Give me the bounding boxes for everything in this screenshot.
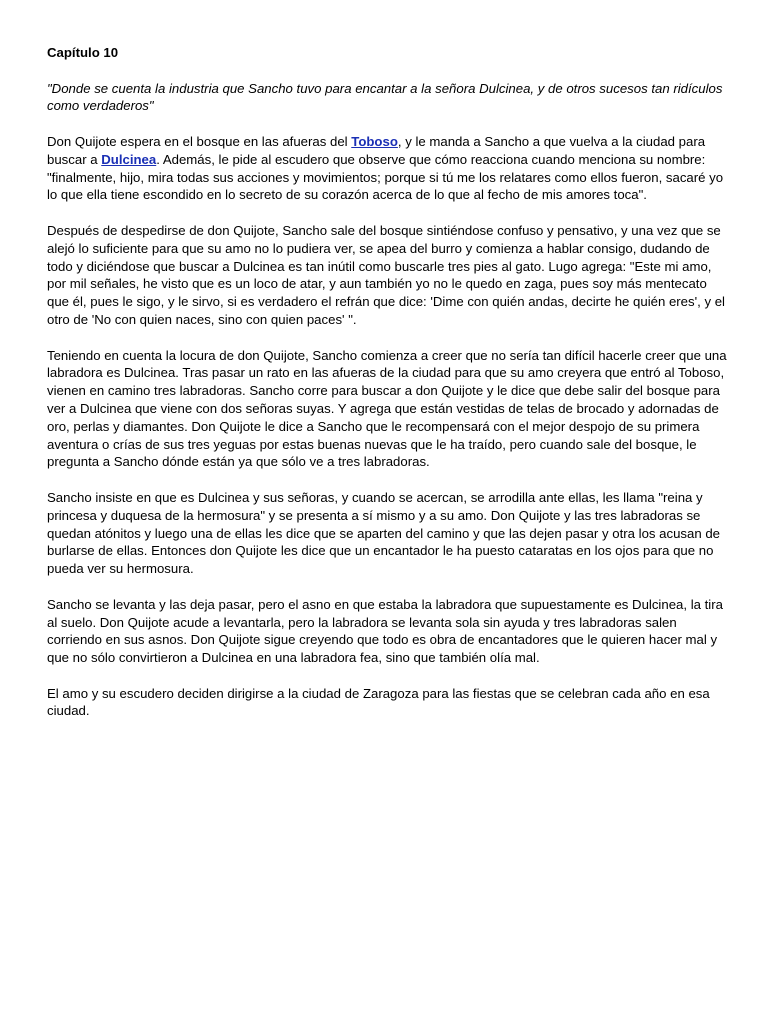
paragraph-4: Sancho insiste en que es Dulcinea y sus señoras, y cuando se acercan, se arrodilla ante ellas, les llama "reina y princesa y duquesa de la hermosura" y se presenta a sí mismo y a su amo. Don Quijote y las tres labradoras se quedan atónitos y luego una de ellas les dice que se aparten del camino y que las dejen pasar y otra los acusan de burlarse de ellas. Entonces don Quijote les dice que un encantador le ha puesto cataratas en los ojos para que no pueda ver su hermosura. [47,489,721,577]
dulcinea-link[interactable]: Dulcinea [101,151,157,167]
paragraph-1-text-c: . Además, le pide al escudero que observe que cómo reacciona cuando menciona su nombre: "finalmente, hijo, mira todas sus acciones y movimientos; porque si tú me los relatares como ellos fueron, sacaré yo lo que ella tiene escondido en lo secreto de su corazón acerca de lo que al fecho de mis amores toca". [47,151,724,203]
paragraph-2: Después de despedirse de don Quijote, Sancho sale del bosque sintiéndose confuso y pensativo, y una vez que se alejó lo suficiente para que su amo no lo pudiera ver, se apea del burro y comienza a hablar consigo, dudando de todo y diciéndose que buscar a Dulcinea es tan inútil como buscarle tres pies al gato. Lugo agrega: "Este mi amo, por mil señales, he visto que es un loco de atar, y aun también yo no le quedo en zaga, pues soy más mentecato que él, pues le sigo, y le sirvo, si es verdadero el refrán que dice: 'Dime con quién andas, decirte he quién eres', y el otro de 'No con quien naces, sino con quien paces' ". [47,222,725,327]
toboso-link[interactable]: Toboso [351,133,398,149]
paragraph-1-text-a: Don Quijote espera en el bosque en las afueras del [47,133,352,149]
paragraph-1 [47,133,728,204]
paragraph-6: El amo y su escudero deciden dirigirse a la ciudad de Zaragoza para las fiestas que se celebran cada año en esa ciudad. [47,685,710,719]
chapter-subtitle: "Donde se cuenta la industria que Sancho tuvo para encantar a la señora Dulcinea, y de otros sucesos tan ridículos como verdaderos" [47,80,723,114]
paragraph-3: Teniendo en cuenta la locura de don Quijote, Sancho comienza a creer que no sería tan difícil hacerle creer que una labradora es Dulcinea. Tras pasar un rato en las afueras de la ciudad para que su amo creyera que entró al Toboso, vienen en camino tres labradoras. Sancho corre para buscar a don Quijote y le dice que debe salir del bosque para ver a Dulcinea que viene con dos señoras suyas. Y agrega que están vestidas de telas de brocado y adornadas de oro, perlas y diamantes. Don Quijote le dice a Sancho que le recompensará con el mejor despojo de su primera aventura o crías de sus tres yeguas por estas buenas nuevas que le ha traído, pero cuando sale del bosque, le pregunta a Sancho dónde están ya que sólo ve a tres labradoras. [47,347,727,470]
chapter-title: Capítulo 10 [47,45,119,60]
paragraph-5: Sancho se levanta y las deja pasar, pero el asno en que estaba la labradora que supuestamente es Dulcinea, la tira al suelo. Don Quijote acude a levantarla, pero la labradora se levanta sola sin ayuda y tres labradoras salen corriendo en sus asnos. Don Quijote sigue creyendo que todo es obra de encantadores que le quieren hacer mal y que no sólo convirtieron a Dulcinea en una labradora fea, sino que también olía mal. [47,596,723,666]
paragraph-1-text-b: , y le manda a Sancho a que vuelva a la ciudad para buscar a [47,133,706,167]
